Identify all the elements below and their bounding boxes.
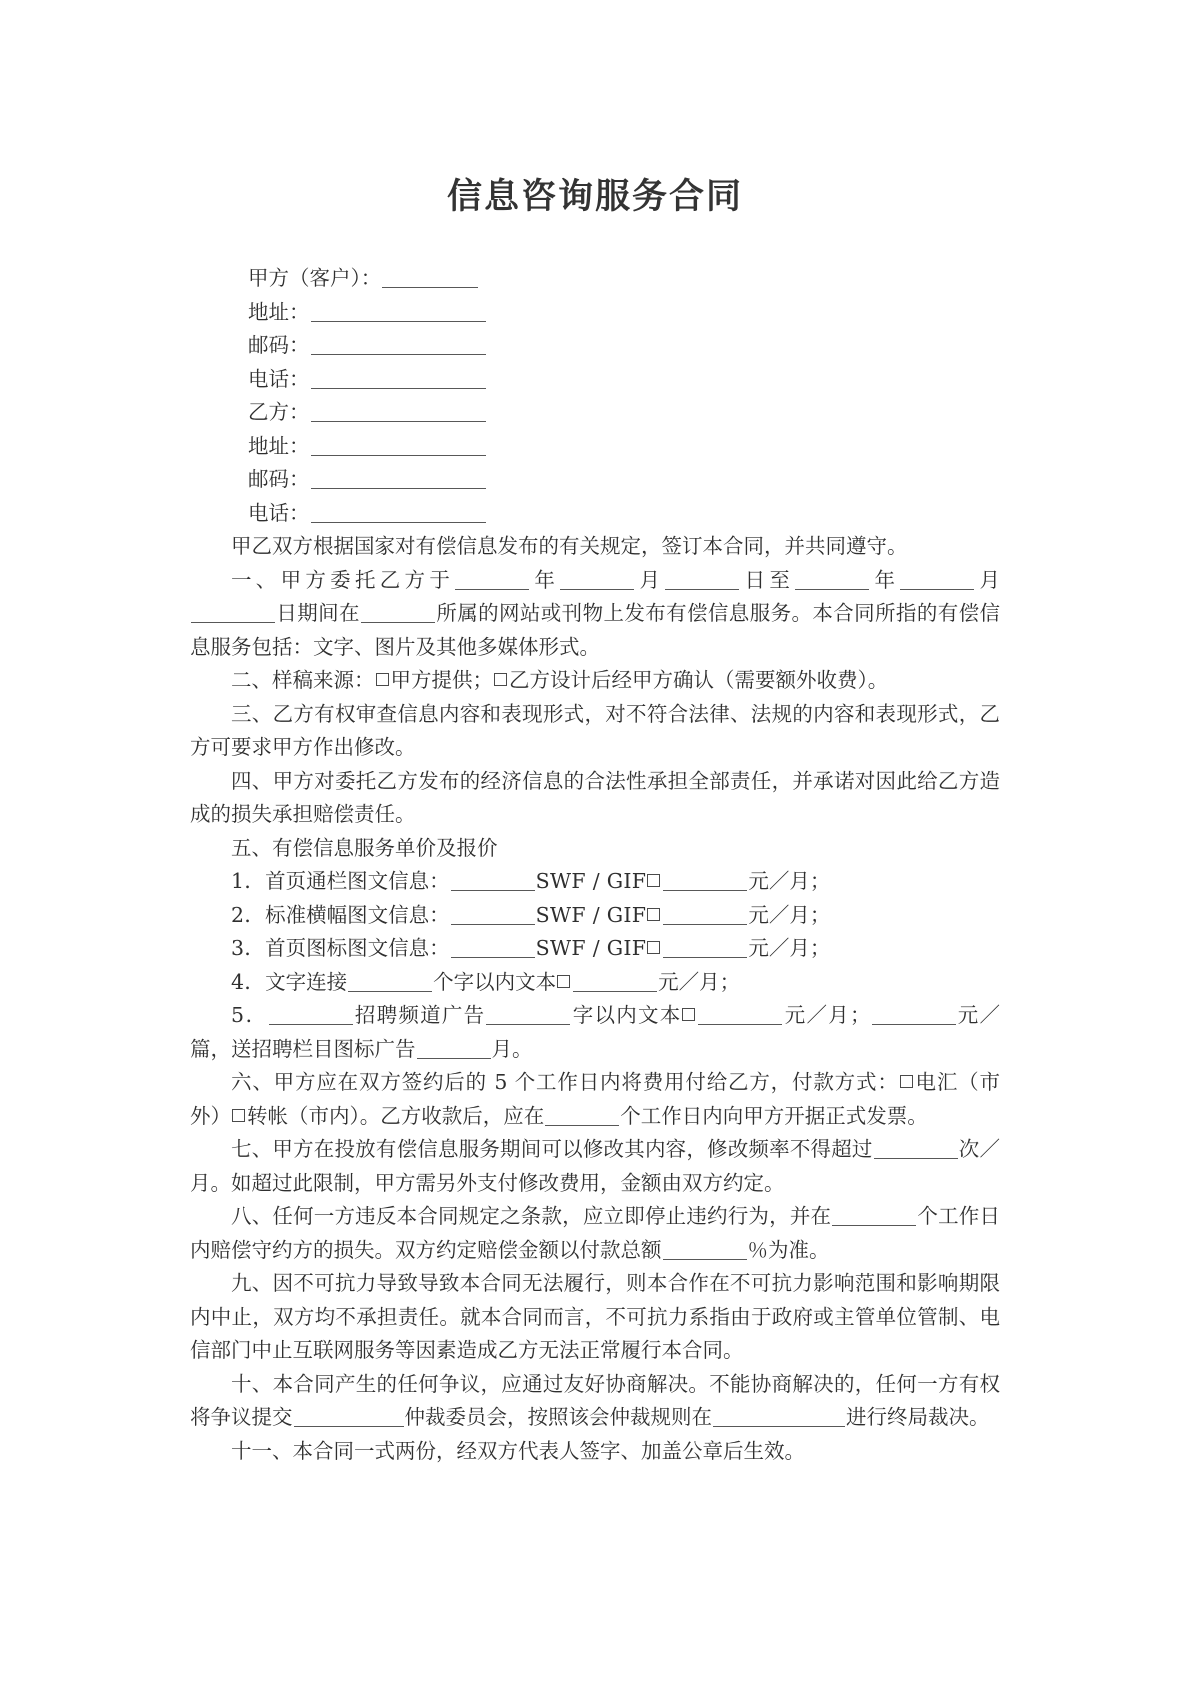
- price-item-1-size-blank[interactable]: [451, 869, 535, 891]
- clause-1-text-5: 年: [870, 567, 900, 592]
- clause-1-text-1: 一、甲方委托乙方于: [231, 567, 455, 592]
- price-item-3-unit: 元／月；: [748, 936, 831, 960]
- price-item-1-format: SWF / GIF: [535, 869, 647, 893]
- price-item-5-text-4: 元／篇，送招聘栏目图标广告: [190, 1003, 1001, 1061]
- clause-5-heading: [190, 832, 1000, 866]
- clause-3-text: 三、乙方有权审查信息内容和表现形式，对不符合法律、法规的内容和表现形式，乙方可要求甲方作出修改。: [190, 701, 1000, 759]
- clause-8-percentage-blank[interactable]: [663, 1238, 747, 1260]
- clause-1-text-4: 日至: [740, 567, 795, 592]
- party-b-phone-label: 电话：: [248, 500, 310, 525]
- preamble-text: 甲乙双方根据国家对有偿信息发布的有关规定，签订本合同，并共同遵守。: [231, 534, 908, 558]
- clause-7-text-1: 七、甲方在投放有偿信息服务期间可以修改其内容，修改频率不得超过: [231, 1137, 873, 1161]
- clause-1-year-end-blank[interactable]: [795, 568, 869, 590]
- price-item-4-charcount-blank[interactable]: [348, 970, 432, 992]
- party-b-postcode-row: [248, 463, 1000, 497]
- clause-4-paragraph: [190, 765, 1000, 832]
- clause-6-paragraph: [190, 1066, 1000, 1133]
- price-item-3-size-blank[interactable]: [451, 936, 535, 958]
- price-item-1-number: 1．: [231, 869, 266, 893]
- party-b-phone-row: [248, 497, 1000, 531]
- price-item-4-number: 4．: [231, 969, 266, 994]
- document-body: [190, 218, 1000, 1468]
- clause-1-text-8: 所属的网站或刊物上发布有偿信息服务。本合同所指的有偿信息服务包括：文字、图片及其他多媒体形式。: [190, 601, 1000, 659]
- party-a-address-blank[interactable]: [311, 300, 486, 322]
- price-item-2-amount-blank[interactable]: [663, 903, 747, 925]
- clause-1-text-3: 月: [635, 567, 665, 592]
- price-item-1-amount-blank[interactable]: [663, 869, 747, 891]
- price-item-4: [190, 966, 1000, 1000]
- price-item-3-amount-blank[interactable]: [663, 936, 747, 958]
- party-b-blank[interactable]: [311, 400, 486, 422]
- price-item-3: [190, 932, 1000, 966]
- clause-4-text: 四、甲方对委托乙方发布的经济信息的合法性承担全部责任，并承诺对因此给乙方造成的损失承担赔偿责任。: [190, 768, 1000, 826]
- price-item-4-text-2: 个字以内文本: [433, 969, 557, 994]
- price-item-5-text-5: 月。: [491, 1036, 533, 1061]
- party-a-phone-row: [248, 363, 1000, 397]
- checkbox-price-item-1[interactable]: [647, 874, 660, 887]
- checkbox-price-item-4[interactable]: [557, 975, 570, 988]
- clause-1-paragraph: [190, 564, 1000, 665]
- price-item-5-months-blank[interactable]: [417, 1037, 491, 1059]
- clause-2-text-3: 乙方设计后经甲方确认（需要额外收费）。: [509, 668, 889, 692]
- party-b-postcode-blank[interactable]: [311, 467, 486, 489]
- price-item-1-unit: 元／月；: [748, 869, 831, 893]
- clause-1-text-2: 年: [530, 567, 560, 592]
- party-a-phone-blank[interactable]: [311, 367, 486, 389]
- clause-1-year-start-blank[interactable]: [455, 568, 529, 590]
- price-item-3-label: 首页图标图文信息：: [265, 936, 450, 960]
- clause-1-month-start-blank[interactable]: [560, 568, 634, 590]
- clause-10-text-1: 十、本合同产生的任何争议，应通过友好协商解决。不能协商解决的，任何一方有权将争议提交: [190, 1371, 1000, 1429]
- party-b-address-row: [248, 430, 1000, 464]
- checkbox-payment-bank-transfer[interactable]: [232, 1109, 245, 1122]
- clause-2-text-1: 二、样稿来源：: [231, 668, 375, 692]
- price-item-2-unit: 元／月；: [748, 902, 831, 927]
- clause-7-paragraph: [190, 1133, 1000, 1200]
- checkbox-sample-from-party-a[interactable]: [376, 673, 389, 686]
- preamble-paragraph: [190, 530, 1000, 564]
- clause-10-arbitration-place-blank[interactable]: [713, 1405, 845, 1427]
- clause-8-text-2: 个工作日内赔偿守约方的损失。双方约定赔偿金额以付款总额: [190, 1204, 1001, 1262]
- clause-10-arbitration-commission-blank[interactable]: [294, 1405, 404, 1427]
- clause-6-text-1: 六、甲方应在双方签约后的 5 个工作日内将费用付给乙方，付款方式：: [231, 1070, 899, 1094]
- clause-10-text-2: 仲裁委员会，按照该会仲裁规则在: [404, 1405, 712, 1429]
- clause-6-invoice-days-blank[interactable]: [545, 1104, 619, 1126]
- party-info-block: [190, 262, 1000, 530]
- clause-9-text: 九、因不可抗力导致导致本合同无法履行，则本合作在不可抗力影响范围和影响期限内中止，双方均不承担责任。就本合同而言，不可抗力系指由于政府或主管单位管制、电信部门中止互联网服务等因素造成乙方无法正常履行本合同。: [190, 1271, 1000, 1362]
- clause-3-paragraph: [190, 698, 1000, 765]
- clause-7-text-2: 次／月。如超过此限制，甲方需另外支付修改费用，金额由双方约定。: [190, 1137, 1001, 1195]
- party-b-address-label: 地址：: [248, 433, 310, 458]
- page-title: 信息咨询服务合同: [446, 176, 743, 217]
- clause-1-day-start-blank[interactable]: [665, 568, 739, 590]
- price-item-5-amount-monthly-blank[interactable]: [698, 1003, 782, 1025]
- price-item-3-format: SWF / GIF: [535, 936, 647, 960]
- party-b-address-blank[interactable]: [311, 434, 486, 456]
- clause-10-text-3: 进行终局裁决。: [846, 1405, 990, 1429]
- clause-1-publisher-blank[interactable]: [361, 601, 435, 623]
- clause-8-text-3: ％为准。: [747, 1237, 830, 1262]
- clause-8-paragraph: [190, 1200, 1000, 1267]
- checkbox-payment-wire-transfer[interactable]: [900, 1075, 913, 1088]
- party-a-client-blank[interactable]: [382, 266, 478, 288]
- price-item-4-label: 文字连接: [265, 969, 348, 994]
- party-a-postcode-blank[interactable]: [311, 333, 486, 355]
- clause-1-day-end-blank[interactable]: [191, 601, 275, 623]
- price-item-5: [190, 999, 1000, 1066]
- price-item-2: [190, 899, 1000, 933]
- price-item-4-amount-blank[interactable]: [573, 970, 657, 992]
- clause-6-text-4: 个工作日内向甲方开据正式发票。: [620, 1103, 928, 1128]
- clause-8-text-1: 八、任何一方违反本合同规定之条款，应立即停止违约行为，并在: [231, 1204, 832, 1228]
- price-item-5-charcount-blank[interactable]: [486, 1003, 570, 1025]
- clause-11-text: 十一、本合同一式两份，经双方代表人签字、加盖公章后生效。: [231, 1438, 805, 1463]
- checkbox-price-item-2[interactable]: [647, 908, 660, 921]
- clause-5-heading-text: 五、有偿信息服务单价及报价: [231, 835, 498, 860]
- party-b-row: [248, 396, 1000, 430]
- clause-9-paragraph: [190, 1267, 1000, 1368]
- party-a-postcode-row: [248, 329, 1000, 363]
- clause-1-month-end-blank[interactable]: [900, 568, 974, 590]
- clause-1-text-7: 日期间在: [276, 601, 360, 625]
- price-item-1: [190, 865, 1000, 899]
- price-item-4-unit: 元／月；: [658, 969, 741, 994]
- party-a-phone-label: 电话：: [248, 366, 310, 391]
- price-item-5-leading-blank[interactable]: [269, 1003, 353, 1025]
- clause-2-text-2: 甲方提供；: [390, 668, 493, 692]
- clause-11-paragraph: [190, 1435, 1000, 1469]
- clause-10-paragraph: [190, 1368, 1000, 1435]
- checkbox-sample-from-party-b[interactable]: [494, 673, 507, 686]
- price-item-2-number: 2．: [231, 902, 266, 927]
- party-b-phone-blank[interactable]: [311, 501, 486, 523]
- clause-1-text-6: 月: [975, 567, 1001, 592]
- price-item-2-format: SWF / GIF: [535, 902, 647, 927]
- clause-2-paragraph: [190, 664, 1000, 698]
- clause-6-text-3: 转帐（市内）。乙方收款后，应在: [247, 1103, 545, 1128]
- party-a-address-label: 地址：: [248, 299, 310, 324]
- clause-8-days-blank[interactable]: [832, 1204, 916, 1226]
- price-item-3-number: 3．: [231, 936, 266, 960]
- party-a-client-label: 甲方（客户）：: [248, 266, 382, 290]
- price-item-5-unit-monthly: 元／月；: [783, 1003, 871, 1027]
- price-item-5-label: 招聘频道广告: [353, 1003, 486, 1027]
- price-item-2-label: 标准横幅图文信息：: [265, 902, 450, 927]
- clause-7-frequency-blank[interactable]: [874, 1137, 958, 1159]
- checkbox-price-item-5[interactable]: [682, 1008, 695, 1021]
- price-item-1-label: 首页通栏图文信息：: [265, 869, 450, 893]
- party-a-postcode-label: 邮码：: [248, 333, 310, 357]
- party-b-label: 乙方：: [248, 400, 310, 424]
- clause-6-text-2: 电汇（市外）: [190, 1070, 1000, 1128]
- party-b-postcode-label: 邮码：: [248, 467, 310, 491]
- party-a-address-row: [248, 296, 1000, 330]
- party-a-client-row: [248, 262, 1000, 296]
- price-item-5-number: 5．: [231, 1003, 268, 1027]
- price-item-5-amount-per-piece-blank[interactable]: [872, 1003, 956, 1025]
- checkbox-price-item-3[interactable]: [647, 941, 660, 954]
- price-item-2-size-blank[interactable]: [451, 903, 535, 925]
- price-item-5-text-2: 字以内文本: [571, 1003, 682, 1027]
